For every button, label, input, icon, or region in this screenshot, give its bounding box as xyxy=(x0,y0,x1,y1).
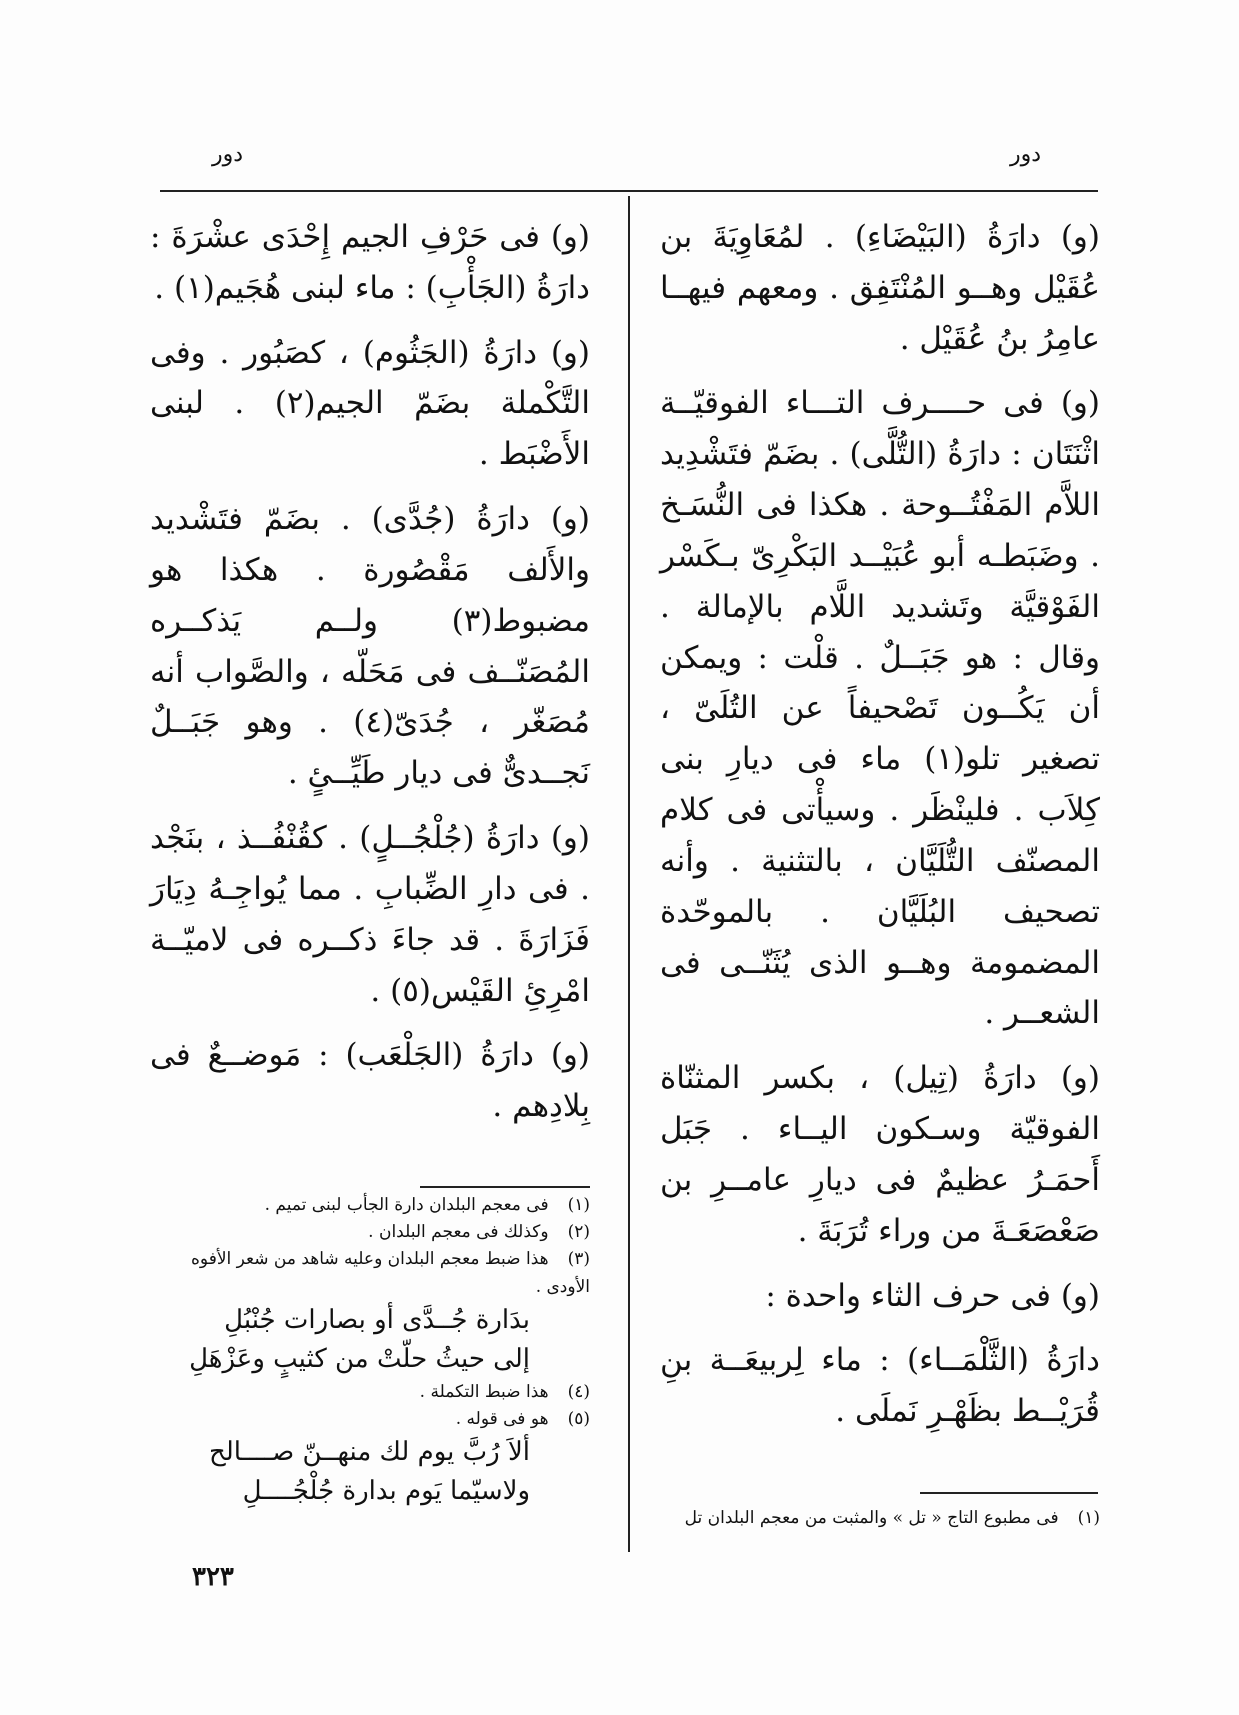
footnote-item xyxy=(150,1406,590,1433)
footnote-number: (٢) xyxy=(567,1222,590,1243)
footnote-verse: بدَارة جُــدَّى أو بصارات جُنْبُلِ xyxy=(224,1304,530,1335)
footnote-verse: ولاسيّما يَوم بدارة جُلْجُــــلِ xyxy=(242,1476,530,1507)
footnotes-left xyxy=(150,1192,590,1511)
footnote-item xyxy=(150,1192,590,1219)
footnote-text: هو فى قوله . xyxy=(455,1408,549,1429)
right-paragraph: دارَةُ (الثَّلْمَــاء) : ماء لِربيعَــة بنِ قُرَيْــط بظَهْـرِ نَملَى . xyxy=(660,1342,1100,1430)
left-paragraph: (و) دارَةُ (جُلْجُــلٍ) . كقُنْفُــذ ، بنَجْد . فى دارِ الضِّبابِ . مما يُواجِـهُ دِيَارَ فَزَارَةَ . قد جاءَ ذكــره فى لاميّــة امْرِئِ القَيْس(٥) . xyxy=(150,820,590,1009)
footnote-item xyxy=(660,1505,1100,1532)
footnote-number: (٣) xyxy=(567,1249,590,1270)
right-paragraph: (و) فى حرف الثاء واحدة : xyxy=(765,1277,1100,1314)
left-paragraph: (و) فى حَرْفِ الجيم إِحْدَى عشْرَةَ : دارَةُ (الجَأْبِ) : ماء لبنى هُجَيم(١) . xyxy=(150,219,590,306)
footnote-number: (١) xyxy=(1077,1508,1100,1528)
footnote-rule-left xyxy=(420,1186,590,1188)
footnotes-right xyxy=(660,1505,1100,1532)
right-paragraph: (و) دارَةُ (البَيْضَاءِ) . لمُعَاوِيَةَ بن عُقَيْل وهــو المُنْتَفِق . ومعهم فيهــا عامِرُ بنُ عُقَيْل . xyxy=(660,219,1100,357)
footnote-rule-right xyxy=(920,1492,1098,1494)
left-paragraph: (و) دارَةُ (الجَلْعَب) : مَوضــعٌ فى بِلادِهم . xyxy=(150,1037,590,1125)
right-paragraph: (و) دارَةُ (تِيل) ، بكسر المثنّاة الفوقيّة وسـكون اليــاء . جَبَل أَحمَـرُ عظيمٌ فى ديارِ عامــرِ بن صَعْصَعَـةَ من وراء تُرَبَةَ . xyxy=(660,1060,1100,1249)
footnote-text: وكذلك فى معجم البلدان . xyxy=(368,1222,549,1243)
left-paragraph: (و) دارَةُ (الجَثُوم) ، كصَبُور . وفى التَّكْملة بضَمّ الجيم(٢) . لبنى الأَضْبَط . xyxy=(150,334,590,473)
left-column xyxy=(150,212,590,1146)
column-divider xyxy=(628,196,630,1552)
footnote-text: هذا ضبط التكملة . xyxy=(419,1381,549,1402)
footnote-verse: ألاَ رُبَّ يوم لك منهــنّ صــــالح xyxy=(209,1437,530,1468)
footnote-text: فى مطبوع التاج « تل » والمثبت من معجم البلدان تل xyxy=(684,1508,1059,1528)
running-header-left: دور xyxy=(212,142,244,167)
footnote-text: هذا ضبط معجم البلدان وعليه شاهد من شعر الأفوه الأودى . xyxy=(191,1249,590,1297)
footnote-item xyxy=(150,1379,590,1406)
right-paragraph: (و) فى حــــرف التـــاء الفوقيّــة اثْنَتَان : دارَةُ (التُّلَّى) . بضَمّ فتَشْدِيد اللاَّم المَفْتُــوحة . هكذا فى النُّسَـخ . وضَبَطـه أبو عُبَيْــد البَكْرِىّ بـكَسْر الفَوْقيَّة وتَشديد اللَّام بالإمالة . وقال : هو جَبَــلٌ . قلْت : ويمكن أن يَكُــون تَصْحيفاً عن التُلَىّ ، تصغير تلو(١) ماء فى ديارِ بنى كِلاَب . فلينْظَر . وسيأْتى فى كلام المصنّف التُّلَيَّان ، بالتثنية . وأنه تصحيف البُلَيَّان . بالموحّدة المضمومة وهــو الذى يُثَنّــى فى الشعــر . xyxy=(660,385,1100,1032)
footnote-number: (٥) xyxy=(567,1408,590,1429)
footnote-item xyxy=(150,1246,590,1300)
footnote-number: (٤) xyxy=(567,1381,590,1402)
running-header-right: دور xyxy=(1010,142,1042,167)
footnote-text: فى معجم البلدان دارة الجأب لبنى تميم . xyxy=(264,1195,549,1215)
right-column xyxy=(660,212,1100,1451)
footnote-item xyxy=(150,1219,590,1246)
left-paragraph: (و) دارَةُ (جُدَّى) . بضَمّ فتَشْديد والأَلف مَقْصُورة . هكذا هو مضبوط(٣) ولــم يَذكــره المُصَنّــف فى مَحَلّه ، والصَّواب أنه مُصَغّر ، جُدَىّ(٤) . وهو جَبَــلٌ نَجــدىٌّ فى ديار طَيِّــئٍ . xyxy=(150,501,590,792)
header-rule xyxy=(160,190,1098,192)
footnote-verse: إلى حيثُ حلّتْ من كثيبٍ وعَزْهَلِ xyxy=(189,1343,530,1374)
footnote-number: (١) xyxy=(567,1195,590,1215)
page-number: ٣٢٣ xyxy=(192,1562,234,1592)
